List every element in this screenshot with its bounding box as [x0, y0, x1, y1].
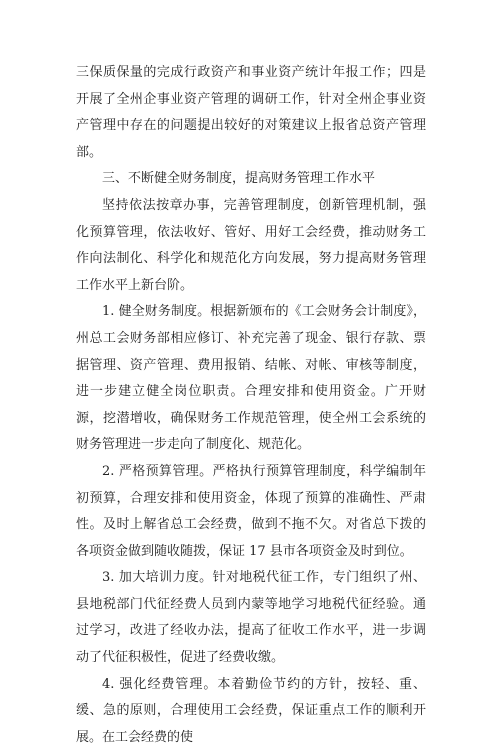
section-heading: 三、不断健全财务制度，提高财务管理工作水平: [102, 171, 376, 187]
paragraph-item-1: 1. 健全财务制度。根据新颁布的《工会财务会计制度》，州总工会财务部相应修订、补充完善了现金、银行存款、票据管理、资产管理、费用报销、结帐、对帐、审核等制度，进一步建立健全岗位职责。合理安排和使用资金。广开财源，挖潜增收，确保财务工作规范管理，使全州工会系统的财务管理进一步走向了制度化、规范化。: [76, 304, 426, 453]
paragraph-continued: 三保质保量的完成行政资产和事业资产统计年报工作；四是开展了全州企事业资产管理的调研工作，针对全州企事业资产管理中存在的问题提出较好的对策建议上报省总资产管理部。: [76, 65, 426, 160]
paragraph-item-3: 3. 加大培训力度。针对地税代征工作，专门组织了州、县地税部门代征经费人员到内蒙等地学习地税代征经验。通过学习，改进了经收办法，提高了征收工作水平，进一步调动了代征积极性，促进了经费收缴。: [76, 570, 426, 666]
paragraph-item-4: 4. 强化经费管理。本着勤俭节约的方针，按轻、重、缓、急的原则，合理使用工会经费，保证重点工作的顺利开展。在工会经费的使: [76, 676, 426, 745]
paragraph-item-2: 2. 严格预算管理。严格执行预算管理制度，科学编制年初预算，合理安排和使用资金，体现了预算的准确性、严肃性。及时上解省总工会经费，做到不拖不欠。对省总下拨的各项资金做到随收随拨，保证 17 县市各项资金及时到位。: [76, 463, 426, 559]
paragraph-intro: 坚持依法按章办事，完善管理制度，创新管理机制，强化预算管理，依法收好、管好、用好工会经费，推动财务工作向法制化、科学化和规范化方向发展，努力提高财务管理工作水平上新台阶。: [76, 197, 426, 293]
